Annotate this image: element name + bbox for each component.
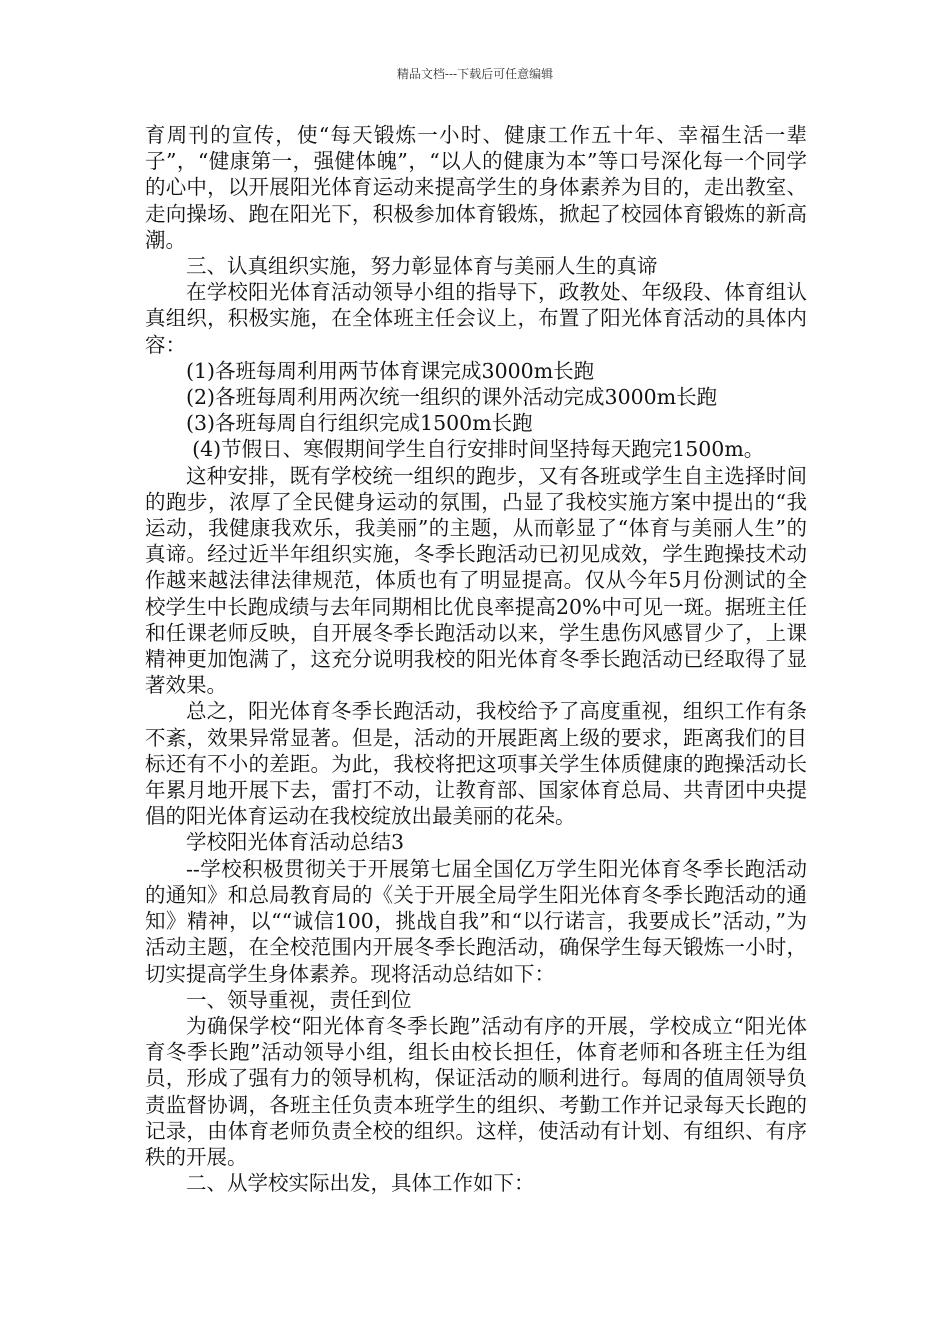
page-header-note: 精品文档---下载后可任意编辑 (396, 67, 554, 81)
paragraph-conclusion: 总之，阳光体育冬季长跑活动，我校给予了高度重视，组织工作有条不紊，效果异常显著。但是，活动的开展距离上级的要求，距离我们的目标还有不小的差距。为此，我校将把这项事关学生体质健康的跑操活动长年累月地开展下去，雷打不动，让教育部、国家体育总局、共青团中央提倡的阳光体育运动在我校绽放出最美丽的花朵。 (145, 699, 807, 829)
list-item-4: (4)节假日、寒假期间学生自行安排时间坚持每天跑完1500m。 (192, 437, 765, 462)
paragraph-results: 这种安排，既有学校统一组织的跑步，又有各班或学生自主选择时间的跑步，浓厚了全民健身运动的氛围，凸显了我校实施方案中提出的“我运动，我健康我欢乐，我美丽”的主题，从而彰显了“体育与美丽人生”的真谛。经过近半年组织实施，冬季长跑活动已初见成效，学生跑操技术动作越来越法律法律规范，体质也有了明显提高。仅从今年5月份测试的全校学生中长跑成绩与去年同期相比优良率提高20%中可见一斑。据班主任和任课老师反映，自开展冬季长跑活动以来，学生患伤风感冒少了，上课精神更加饱满了，这充分说明我校的阳光体育冬季长跑活动已经取得了显著效果。 (145, 463, 807, 698)
list-item-3: (3)各班每周自行组织完成1500m长跑 (186, 411, 533, 436)
list-item-2: (2)各班每周利用两次统一组织的课外活动完成3000m长跑 (186, 385, 718, 410)
paragraph-promotion: 育周刊的宣传，使“每天锻炼一小时、健康工作五十年、幸福生活一辈子”，“健康第一，强健体魄”，“以人的健康为本”等口号深化每一个同学的心中，以开展阳光体育运动来提高学生的身体素养为目的，走出教室、走向操场、跑在阳光下，积极参加体育锻炼，掀起了校园体育锻炼的新高潮。 (145, 123, 807, 252)
document-body (145, 122, 807, 1196)
section-title-summary-3: 学校阳光体育活动总结3 (186, 830, 405, 855)
list-item-1: (1)各班每周利用两节体育课完成3000m长跑 (186, 358, 595, 383)
section-heading-1: 一、领导重视，责任到位 (186, 987, 412, 1012)
section-heading-3: 三、认真组织实施，努力彰显体育与美丽人生的真谛 (186, 254, 658, 279)
section-heading-2: 二、从学校实际出发，具体工作如下： (186, 1171, 535, 1196)
paragraph-organization: 在学校阳光体育活动领导小组的指导下，政教处、年级段、体育组认真组织，积极实施，在全体班主任会议上，布置了阳光体育活动的具体内容： (145, 280, 807, 357)
paragraph-leadership: 为确保学校“阳光体育冬季长跑”活动有序的开展，学校成立“阳光体育冬季长跑”活动领导小组，组长由校长担任，体育老师和各班主任为组员，形成了强有力的领导机构，保证活动的顺利进行。每周的值周领导负责监督协调，各班主任负责本班学生的组织、考勤工作并记录每天长跑的记录，由体育老师负责全校的组织。这样，使活动有计划、有组织、有序秩的开展。 (145, 1013, 807, 1169)
paragraph-intro-3: --学校积极贯彻关于开展第七届全国亿万学生阳光体育冬季长跑活动的通知》和总局教育局的《关于开展全局学生阳光体育冬季长跑活动的通知》精神，以““诚信100，挑战自我”和“以行诺言，我要成长”活动，”为活动主题，在全校范围内开展冬季长跑活动，确保学生每天锻炼一小时，切实提高学生身体素养。现将活动总结如下： (145, 856, 807, 986)
